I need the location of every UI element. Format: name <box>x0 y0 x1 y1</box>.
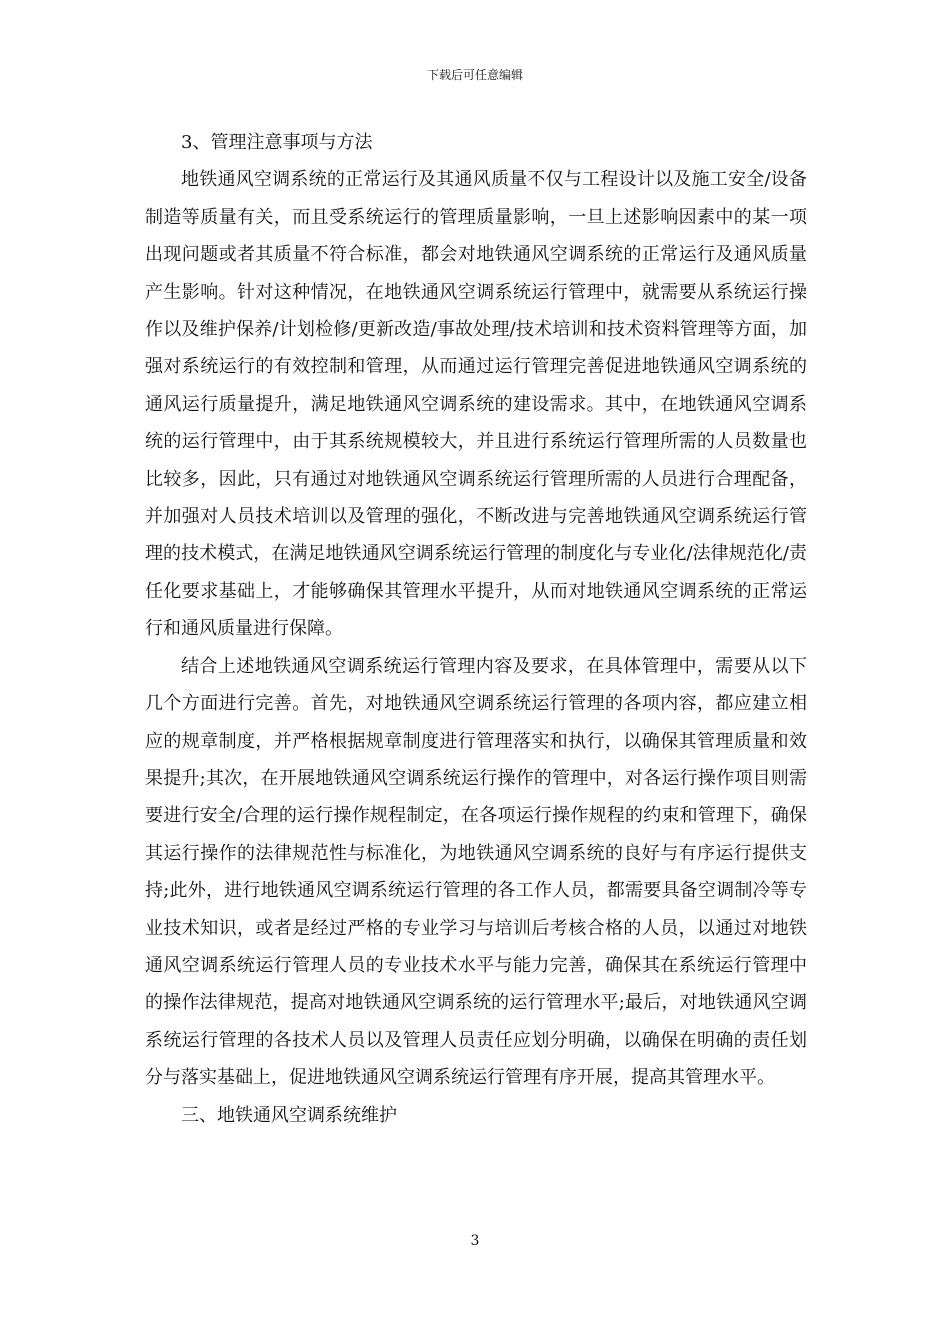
section-heading-system-maintenance: 三、地铁通风空调系统维护 <box>181 1104 397 1126</box>
document-body <box>145 124 807 1134</box>
page-header: 下载后可任意编辑 <box>426 68 523 82</box>
section-heading-management-notes: 3、管理注意事项与方法 <box>181 132 373 153</box>
page-number: 3 <box>470 1233 480 1249</box>
paragraph-operation-quality: 地铁通风空调系统的正常运行及其通风质量不仅与工程设计以及施工安全/设备制造等质量有关，而且受系统运行的管理质量影响，一旦上述影响因素中的某一项出现问题或者其质量不符合标准，都会对地铁通风空调系统的正常运行及通风质量产生影响。针对这种情况，在地铁通风空调系统运行管理中，就需要从系统运行操作以及维护保养/计划检修/更新改造/事故处理/技术培训和技术资料管理等方面，加强对系统运行的有效控制和管理，从而通过运行管理完善促进地铁通风空调系统的通风运行质量提升，满足地铁通风空调系统的建设需求。其中，在地铁通风空调系统的运行管理中，由于其系统规模较大，并且进行系统运行管理所需的人员数量也比较多，因此，只有通过对地铁通风空调系统运行管理所需的人员进行合理配备，并加强对人员技术培训以及管理的强化，不断改进与完善地铁通风空调系统运行管理的技术模式，在满足地铁通风空调系统运行管理的制度化与专业化/法律规范化/责任化要求基础上，才能够确保其管理水平提升，从而对地铁通风空调系统的正常运行和通风质量进行保障。 <box>145 169 807 640</box>
paragraph-improvement-measures: 结合上述地铁通风空调系统运行管理内容及要求，在具体管理中，需要从以下几个方面进行完善。首先，对地铁通风空调系统运行管理的各项内容，都应建立相应的规章制度，并严格根据规章制度进行管理落实和执行，以确保其管理质量和效果提升;其次，在开展地铁通风空调系统运行操作的管理中，对各运行操作项目则需要进行安全/合理的运行操作规程制定，在各项运行操作规程的约束和管理下，确保其运行操作的法律规范性与标准化，为地铁通风空调系统的良好与有序运行提供支持;此外，进行地铁通风空调系统运行管理的各工作人员，都需要具备空调制冷等专业技术知识，或者是经过严格的专业学习与培训后考核合格的人员，以通过对地铁通风空调系统运行管理人员的专业技术水平与能力完善，确保其在系统运行管理中的操作法律规范，提高对地铁通风空调系统的运行管理水平;最后，对地铁通风空调系统运行管理的各技术人员以及管理人员责任应划分明确，以确保在明确的责任划分与落实基础上，促进地铁通风空调系统运行管理有序开展，提高其管理水平。 <box>145 655 807 1089</box>
